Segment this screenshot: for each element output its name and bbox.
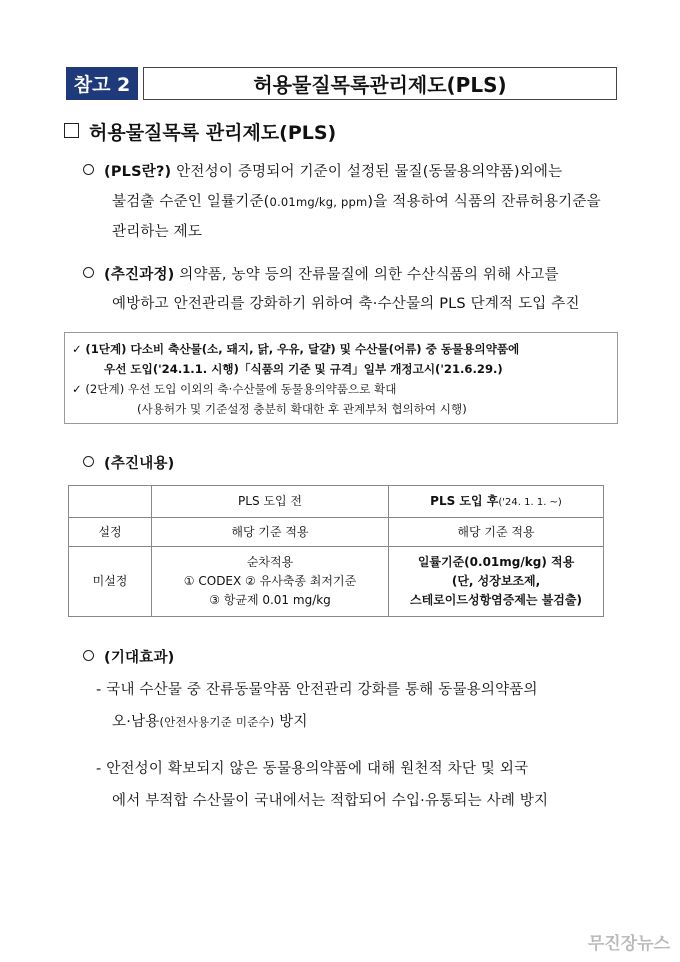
- dash-icon: -: [96, 761, 107, 777]
- note-2-line1: [72, 381, 396, 397]
- unset-before-line1: 순차적용: [246, 555, 294, 569]
- circle-bullet-icon: [83, 650, 94, 661]
- table-row: [69, 547, 604, 617]
- p1-line2-a: 불검출 수준인 일률기준(: [112, 194, 270, 210]
- square-bullet-icon: [64, 123, 79, 138]
- check-icon: ✓: [72, 382, 86, 396]
- table-header-after-date: ('24. 1. 1. ~): [498, 496, 562, 508]
- unset-after-line1: 일률기준(0.01mg/kg) 적용: [417, 555, 575, 569]
- p4-bullet1-line2-b: 방지: [274, 714, 308, 730]
- section-title-text: 허용물질목록 관리제도(PLS): [89, 122, 337, 144]
- unset-before-line2: ① CODEX ② 유사축종 최저기준: [183, 574, 357, 588]
- p2-line1-text: 의약품, 농약 등의 잔류물질에 의한 수산식품의 위해 사고를: [174, 267, 559, 283]
- p1-line2: [112, 190, 601, 211]
- p4-bullet1-line1: [96, 678, 538, 699]
- p1-lead: (PLS란?): [104, 164, 172, 180]
- comparison-table: [68, 485, 604, 617]
- circle-bullet-icon: [83, 267, 94, 278]
- note-1-line1: [72, 341, 519, 357]
- p4-bullet2-line1: [96, 757, 528, 778]
- reference-tag: 참고 2: [66, 67, 138, 100]
- p1-line2-b: )을 적용하여 식품의 잔류허용기준을: [367, 194, 601, 210]
- note-2-line1-text: (2단계) 우선 도입 이외의 축·수산물에 동물용의약품으로 확대: [85, 382, 397, 396]
- note-1-line1-text: (1단계) 다소비 축산물(소, 돼지, 닭, 우유, 달걀) 및 수산물(어류) 중 동물용의약품에: [85, 342, 520, 356]
- row-unset-before: [152, 547, 389, 617]
- table-header-after: [389, 486, 604, 518]
- p3-lead: (추진내용): [104, 456, 175, 472]
- unset-after-line3: 스테로이드성항염증제는 불검출): [410, 593, 582, 607]
- circle-bullet-icon: [83, 456, 94, 467]
- row-label-set: 설정: [69, 518, 152, 547]
- p2-line1: [83, 263, 559, 284]
- p4-lead: (기대효과): [104, 650, 175, 666]
- p3-line1: [83, 452, 174, 473]
- p4-line1: [83, 646, 174, 667]
- check-icon: ✓: [72, 342, 86, 356]
- row-label-unset: 미설정: [69, 547, 152, 617]
- p4-bullet2-line1-text: 안전성이 확보되지 않은 동물용의약품에 대해 원천적 차단 및 외국: [106, 761, 529, 777]
- circle-bullet-icon: [83, 164, 94, 175]
- p4-bullet1-line2-small: (안전사용기준 미준수): [159, 715, 275, 729]
- p1-line1-text: 안전성이 증명되어 기준이 설정된 물질(동물용의약품)외에는: [171, 164, 563, 180]
- p4-bullet1-line1-text: 국내 수산물 중 잔류동물약품 안전관리 강화를 통해 동물용의약품의: [106, 682, 538, 698]
- section-title: [64, 118, 336, 145]
- p1-line2-unit: 0.01mg/kg, ppm: [269, 195, 368, 209]
- note-1-line2: [104, 361, 503, 377]
- table-header-before: PLS 도입 전: [152, 486, 389, 518]
- table-header-row: [69, 486, 604, 518]
- dash-icon: -: [96, 682, 107, 698]
- note-1-line2-text: 우선 도입('24.1.1. 시행)「식품의 기준 및 규격」일부 개정고시('21.6.29.): [104, 362, 503, 376]
- p2-lead: (추진과정): [104, 267, 175, 283]
- note-2-line2: (사용허가 및 기준설정 충분히 확대한 후 관계부처 협의하여 시행): [137, 402, 467, 416]
- p1-line3: 관리하는 제도: [112, 224, 203, 240]
- p2-line2: 예방하고 안전관리를 강화하기 위하여 축·수산물의 PLS 단계적 도입 추진: [112, 296, 580, 312]
- table-row: [69, 518, 604, 547]
- p4-bullet1-line2: [112, 710, 308, 731]
- row-set-before: 해당 기준 적용: [152, 518, 389, 547]
- table-header-empty: [69, 486, 152, 518]
- watermark-logo: 무진장뉴스: [587, 934, 670, 954]
- row-set-after: 해당 기준 적용: [389, 518, 604, 547]
- unset-after-line2: (단, 성장보조제,: [451, 574, 541, 588]
- p4-bullet2-line2: 에서 부적합 수산물이 국내에서는 적합되어 수입·유통되는 사례 방지: [112, 793, 549, 809]
- p1-line1: [83, 160, 562, 181]
- page-title: 허용물질목록관리제도(PLS): [143, 67, 617, 100]
- unset-before-line3: ③ 항균제 0.01 mg/kg: [209, 593, 331, 607]
- p4-bullet1-line2-a: 오·남용: [112, 714, 160, 730]
- row-unset-after: [389, 547, 604, 617]
- table-header-after-bold: PLS 도입 후: [430, 493, 499, 508]
